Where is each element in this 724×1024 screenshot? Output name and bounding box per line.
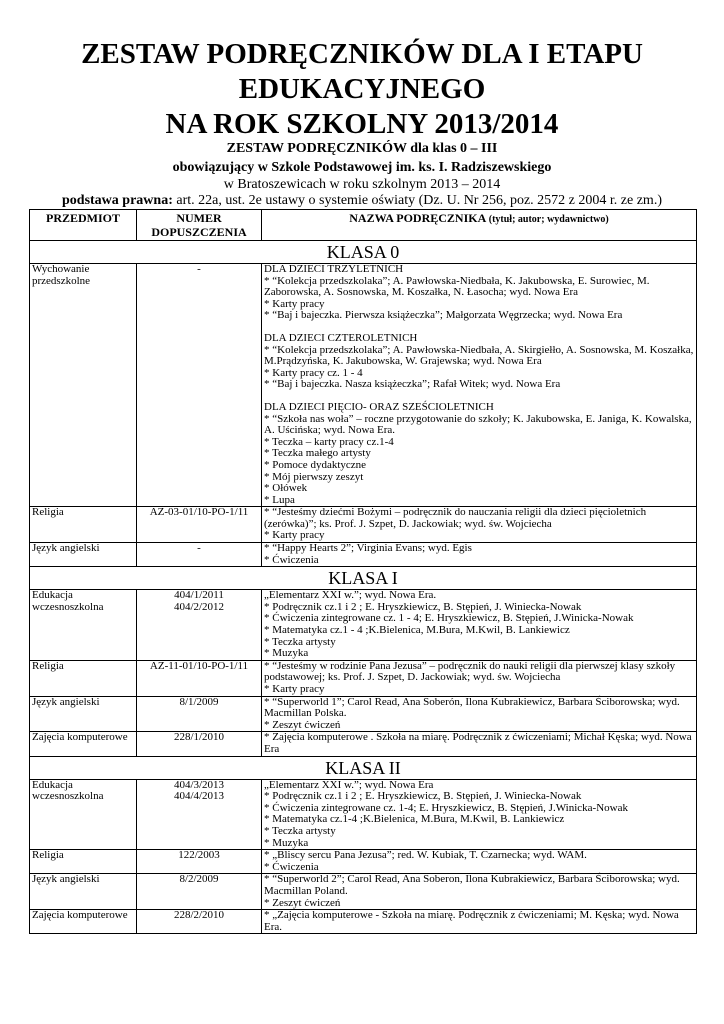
table-row [30, 543, 697, 567]
approval-number-cell: - [137, 543, 262, 567]
textbook-cell: * “Superworld 1”; Carol Read, Ana Soberón, Ilona Kubrakiewicz, Barbara Ściborowska; wyd. Macmillan Polska. * Zeszyt ćwiczeń [262, 696, 697, 732]
textbook-cell: * “Jesteśmy dziećmi Bożymi – podręcznik do nauczania religii dla dzieci pięcioletnich (zerówka)”; ks. Prof. J. Szpet, D. Jackowiak; wyd. św. Wojciecha * Karty pracy [262, 507, 697, 543]
class-heading-row [30, 241, 697, 264]
subject-cell: Edukacja wczesnoszkolna [30, 779, 137, 850]
textbook-cell: * Zajęcia komputerowe . Szkoła na miarę. Podręcznik z ćwiczeniami; Michał Kęska; wyd. Nowa Era [262, 732, 697, 756]
class-heading-2: KLASA II [30, 756, 697, 779]
legal-basis [0, 193, 724, 209]
approval-number-cell: 8/1/2009 [137, 696, 262, 732]
subject-cell: Język angielski [30, 543, 137, 567]
textbook-cell: * „Bliscy sercu Pana Jezusa”; red. W. Kubiak, T. Czarnecka; wyd. WAM. * Ćwiczenia [262, 850, 697, 874]
table-row [30, 910, 697, 934]
table-row [30, 507, 697, 543]
header-subject: PRZEDMIOT [30, 210, 137, 241]
approval-number-cell: AZ-03-01/10-PO-1/11 [137, 507, 262, 543]
table-row [30, 696, 697, 732]
subject-cell: Edukacja wczesnoszkolna [30, 590, 137, 661]
document-title-line-3: NA ROK SZKOLNY 2013/2014 [165, 108, 559, 140]
approval-number-cell: 122/2003 [137, 850, 262, 874]
subject-cell: Religia [30, 507, 137, 543]
textbook-cell: „Elementarz XXI w.”; wyd. Nowa Era * Podręcznik cz.1 i 2 ; E. Hryszkiewicz, B. Stępień, J. Winiecka-Nowak * Ćwiczenia zintegrowane cz. 1-4; E. Hryszkiewicz, B. Stępień, J.Winicka-Nowak * Matematyka cz.1-4 ;K.Bielenica, M.Bura, M.Kwil, B. Lankiewicz * Teczka artysty * Muzyka [262, 779, 697, 850]
legal-basis-label: podstawa prawna: [62, 193, 173, 208]
location-line: w Bratoszewicach w roku szkolnym 2013 – 2014 [223, 177, 501, 192]
table-row [30, 874, 697, 910]
header-textbook-name: NAZWA PODRĘCZNIKA (tytuł; autor; wydawnictwo) [262, 210, 697, 241]
subject-cell: Zajęcia komputerowe [30, 732, 137, 756]
subject-cell: Religia [30, 660, 137, 696]
school-line: obowiązujący w Szkole Podstawowej im. ks. I. Radziszewskiego [172, 160, 552, 175]
class-heading-0: KLASA 0 [30, 241, 697, 264]
class-heading-row [30, 567, 697, 590]
subject-cell: Język angielski [30, 874, 137, 910]
textbook-table [29, 209, 697, 934]
subject-cell: Religia [30, 850, 137, 874]
header-approval-number: NUMER DOPUSZCZENIA [137, 210, 262, 241]
approval-number-cell: AZ-11-01/10-PO-1/11 [137, 660, 262, 696]
textbook-cell: DLA DZIECI TRZYLETNICH * “Kolekcja przedszkolaka”; A. Pawłowska-Niedbała, K. Jakubowska, E. Surowiec, M. Zaborowska, A. Sosnowska, M. Koszałka, N. Łasocha; wyd. Nowa Era * Karty pracy * “Baj i bajeczka. Pierwsza książeczka”; Małgorzata Węgrzecka; wyd. Nowa Era DLA DZIECI CZTEROLETNICH * “Kolekcja przedszkolaka”; A. Pawłowska-Niedbała, A. Skirgiełło, A. Sosnowska, M. Koszałka, M.Prądzyńska, K. Jakubowska, W. Grajewska; wyd. Nowa Era * Karty pracy cz. 1 - 4 * “Baj i bajeczka. Nasza książeczka”; Rafał Witek; wyd. Nowa Era DLA DZIECI PIĘCIO- ORAZ SZEŚCIOLETNICH * “Szkoła nas woła” – roczne przygotowanie do szkoły; K. Jakubowska, E. Janiga, K. Kowalska, A. Uścińska; wyd. Nowa Era. * Teczka – karty pracy cz.1-4 * Teczka małego artysty * Pomoce dydaktyczne * Mój pierwszy zeszyt * Ołówek * Lupa [262, 264, 697, 507]
table-row [30, 590, 697, 661]
document-subtitle: ZESTAW PODRĘCZNIKÓW dla klas 0 – III [226, 141, 498, 156]
approval-number-cell: 228/1/2010 [137, 732, 262, 756]
class-heading-1: KLASA I [30, 567, 697, 590]
table-row [30, 850, 697, 874]
approval-number-cell: 228/2/2010 [137, 910, 262, 934]
textbook-cell: * “Superworld 2”; Carol Read, Ana Soberon, Ilona Kubrakiewicz, Barbara Ściborowska; wyd. Macmillan Poland. * Zeszyt ćwiczeń [262, 874, 697, 910]
table-row [30, 264, 697, 507]
approval-number-cell: 8/2/2009 [137, 874, 262, 910]
document-title-line-1: ZESTAW PODRĘCZNIKÓW DLA I ETAPU [81, 38, 643, 70]
approval-number-cell: 404/1/2011 404/2/2012 [137, 590, 262, 661]
document-title-line-2: EDUKACYJNEGO [238, 73, 486, 105]
approval-number-cell: 404/3/2013 404/4/2013 [137, 779, 262, 850]
table-row [30, 779, 697, 850]
class-heading-row [30, 756, 697, 779]
table-header-row [30, 210, 697, 241]
textbook-cell: * “Happy Hearts 2”; Virginia Evans; wyd. Egis * Ćwiczenia [262, 543, 697, 567]
subject-cell: Wychowanie przedszkolne [30, 264, 137, 507]
subject-cell: Język angielski [30, 696, 137, 732]
textbook-cell: * “Jesteśmy w rodzinie Pana Jezusa” – podręcznik do nauki religii dla pierwszej klasy szkoły podstawowej; ks. Prof. J. Szpet, D. Jackowiak; wyd. św. Wojciecha * Karty pracy [262, 660, 697, 696]
legal-basis-text: art. 22a, ust. 2e ustawy o systemie oświaty (Dz. U. Nr 256, poz. 2572 z 2004 r. ze zm.) [172, 193, 662, 208]
subject-cell: Zajęcia komputerowe [30, 910, 137, 934]
textbook-cell: „Elementarz XXI w.”; wyd. Nowa Era. * Podręcznik cz.1 i 2 ; E. Hryszkiewicz, B. Stępień, J. Winiecka-Nowak * Ćwiczenia zintegrowane cz. 1 - 4; E. Hryszkiewicz, B. Stępień, J.Winicka-Nowak * Matematyka cz.1 - 4 ;K.Bielenica, M.Bura, M.Kwil, B. Lankiewicz * Teczka artysty * Muzyka [262, 590, 697, 661]
table-row [30, 732, 697, 756]
textbook-cell: * „Zajęcia komputerowe - Szkoła na miarę. Podręcznik z ćwiczeniami; M. Kęska; wyd. Nowa Era. [262, 910, 697, 934]
approval-number-cell: - [137, 264, 262, 507]
table-row [30, 660, 697, 696]
